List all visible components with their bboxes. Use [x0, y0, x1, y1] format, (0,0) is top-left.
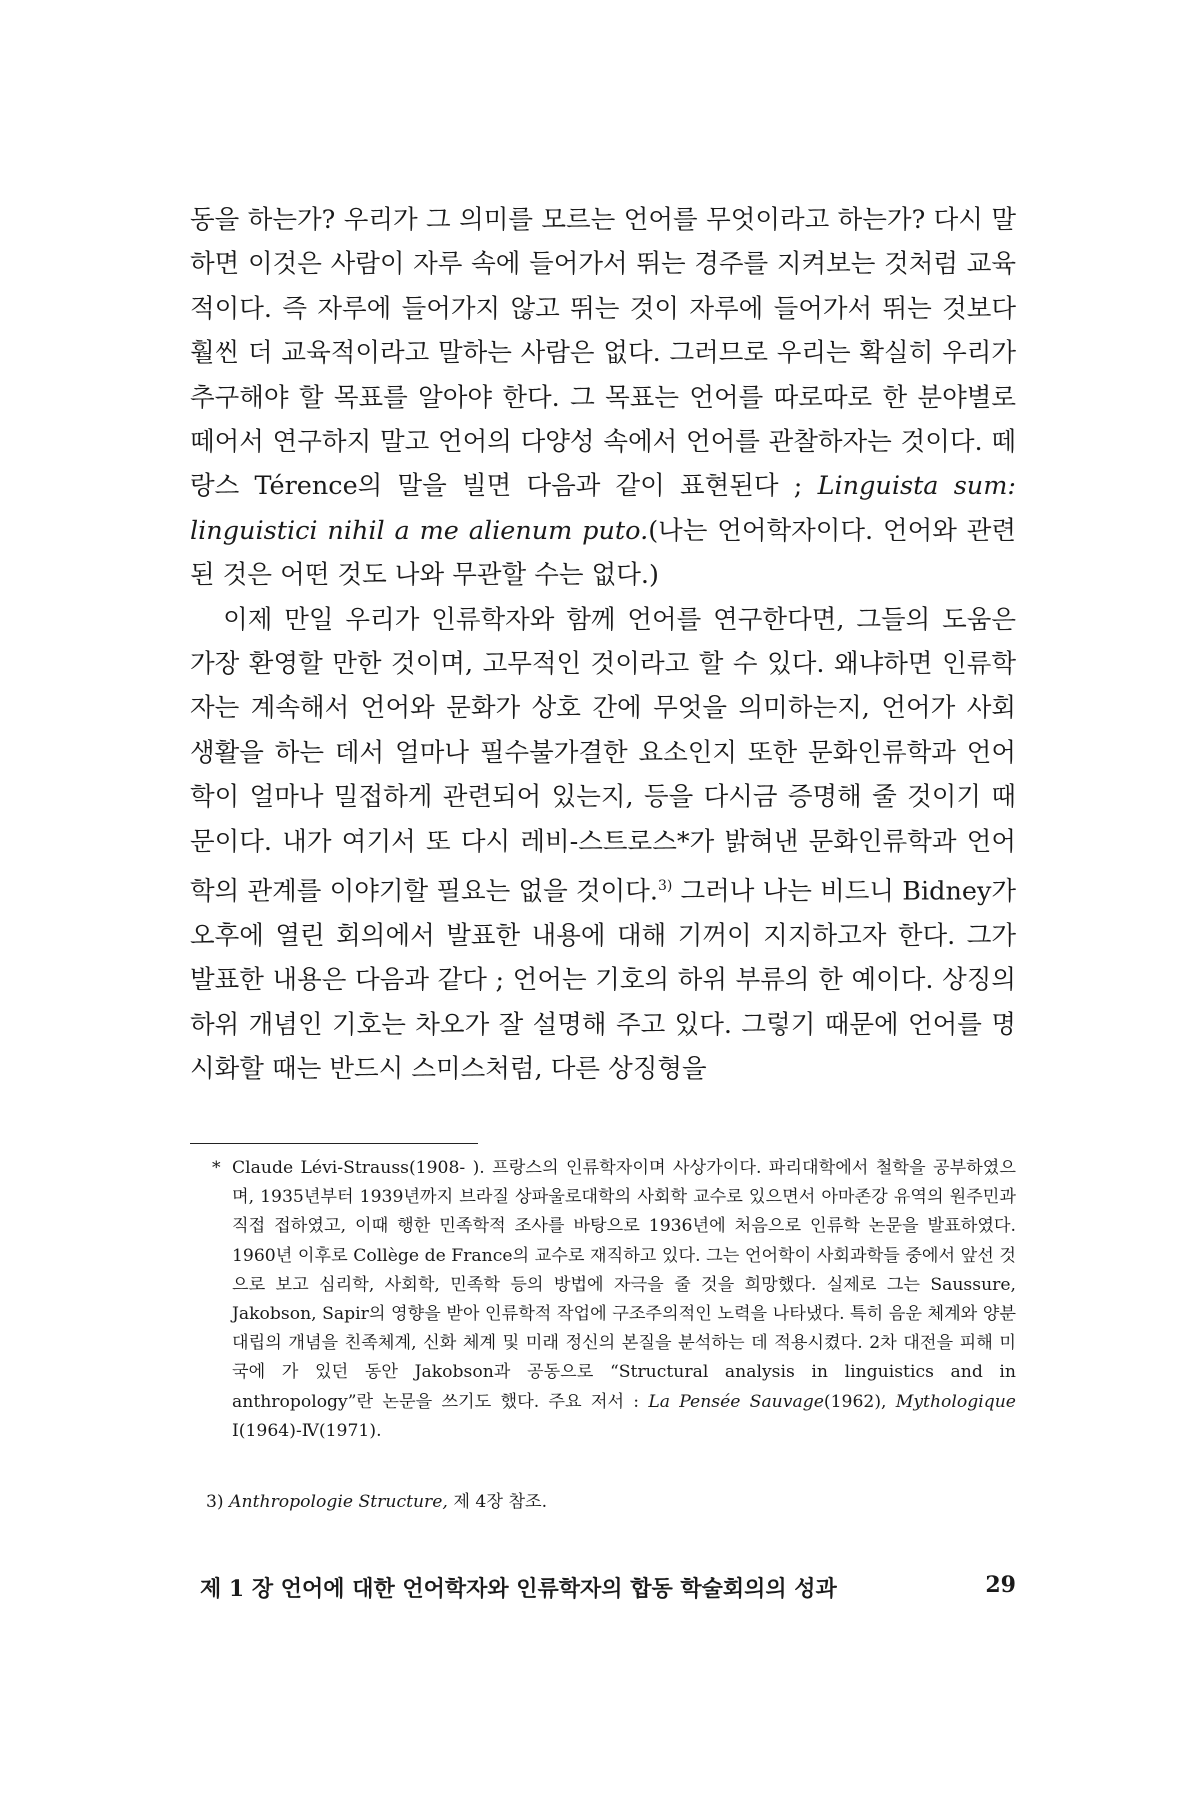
- paragraph-2: [190, 598, 1016, 1092]
- page-number: 29: [985, 1572, 1016, 1598]
- latin-quote: Linguista sum: linguistici nihil a me alienum puto.: [190, 471, 1016, 546]
- work-title-pensee-sauvage: La Pensée Sauvage: [648, 1391, 824, 1412]
- work-title-mythologique: Mythologique: [895, 1391, 1016, 1412]
- footnote-3-text: 제 4장 참조.: [447, 1492, 548, 1512]
- footnote-3: [206, 1488, 1016, 1517]
- paragraph-2-text-b: 그러나 나는 비드니 Bidney가 오후에 열린 회의에서 발표한 내용에 대해 기꺼이 지지하고자 한다. 그가 발표한 내용은 다음과 같다 ; 언어는 기호의 하위 부류의 한 예이다. 상징의 하위 개념인 기호는 차오가 잘 설명해 주고 있다. 그렇기 때문에 언어를 명시화할 때는 반드시 스미스처럼, 다른 상징형을: [190, 876, 1016, 1085]
- footnote-asterisk: *: [212, 1158, 221, 1178]
- footnote-reference-3: 3): [657, 878, 673, 895]
- paragraph-2-text-a: 이제 만일 우리가 인류학자와 함께 언어를 연구한다면, 그들의 도움은 가장 환영할 만한 것이며, 고무적인 것이라고 할 수 있다. 왜냐하면 인류학자는 계속해서 언어와 문화가 상호 간에 무엇을 의미하는지, 언어가 사회 생활을 하는 데서 얼마나 필수불가결한 요소인지 또한 문화인류학과 언어학이 얼마나 밀접하게 관련되어 있는지, 등을 다시금 증명해 줄 것이기 때문이다. 내가 여기서 또 다시 레비-스트로스*가 밝혀낸 문화인류학과 언어학의 관계를 이야기할 필요는 없을 것이다.: [190, 604, 1016, 907]
- chapter-title: 제 1 장 언어에 대한 언어학자와 인류학자의 합동 학술회의의 성과: [200, 1576, 837, 1602]
- running-footer: [200, 1572, 1016, 1603]
- paragraph-1-text: 동을 하는가? 우리가 그 의미를 모르는 언어를 무엇이라고 하는가? 다시 말하면 이것은 사람이 자루 속에 들어가서 뛰는 경주를 지켜보는 것처럼 교육적이다. 즉 자루에 들어가지 않고 뛰는 것이 자루에 들어가서 뛰는 것보다 훨씬 더 교육적이라고 말하는 사람은 없다. 그러므로 우리는 확실히 우리가 추구해야 할 목표를 알아야 한다. 그 목표는 언어를 따로따로 한 분야별로 떼어서 연구하지 말고 언어의 다양성 속에서 언어를 관찰하자는 것이다. 떼랑스 Térence의 말을 빌면 다음과 같이 표현된다 ;: [190, 205, 1016, 502]
- main-text: [190, 198, 1016, 1092]
- paragraph-1: [190, 198, 1016, 598]
- footnote-levi-strauss: [212, 1154, 1016, 1446]
- footnote-3-number: 3): [206, 1492, 224, 1512]
- work-year-1: (1962),: [823, 1391, 896, 1412]
- footnote-star-text: Claude Lévi-Strauss(1908- ). 프랑스의 인류학자이며 사상가이다. 파리대학에서 철학을 공부하였으며, 1935년부터 1939년까지 브라질 상파울로대학의 사회학 교수로 있으면서 아마존강 유역의 원주민과 직접 접하였고, 이때 행한 민족학적 조사를 바탕으로 1936년에 처음으로 인류학 논문을 발표하였다. 1960년 이후로 Collège de France의 교수로 재직하고 있다. 그는 언어학이 사회과학들 중에서 앞선 것으로 보고 심리학, 사회학, 민족학 등의 방법에 자극을 줄 것을 희망했다. 실제로 그는 Saussure, Jakobson, Sapir의 영향을 받아 인류학적 작업에 구조주의적인 노력을 나타냈다. 특히 음운 체계와 양분 대립의 개념을 친족체계, 신화 체계 및 미래 정신의 본질을 분석하는 데 적용시켰다. 2차 대전을 피해 미국에 가 있던 동안 Jakobson과 공동으로 “Structural analysis in linguistics and in anthropology”란 논문을 쓰기도 했다. 주요 저서 :: [232, 1158, 1016, 1412]
- footnote-divider: [190, 1143, 478, 1144]
- quote-translation: (나는 언어학자이다. 언어와 관련된 것은 어떤 것도 나와 무관할 수는 없다.): [190, 515, 1016, 591]
- work-year-2: Ⅰ(1964)-Ⅳ(1971).: [232, 1420, 382, 1441]
- footnote-3-work-title: Anthropologie Structure,: [229, 1492, 448, 1512]
